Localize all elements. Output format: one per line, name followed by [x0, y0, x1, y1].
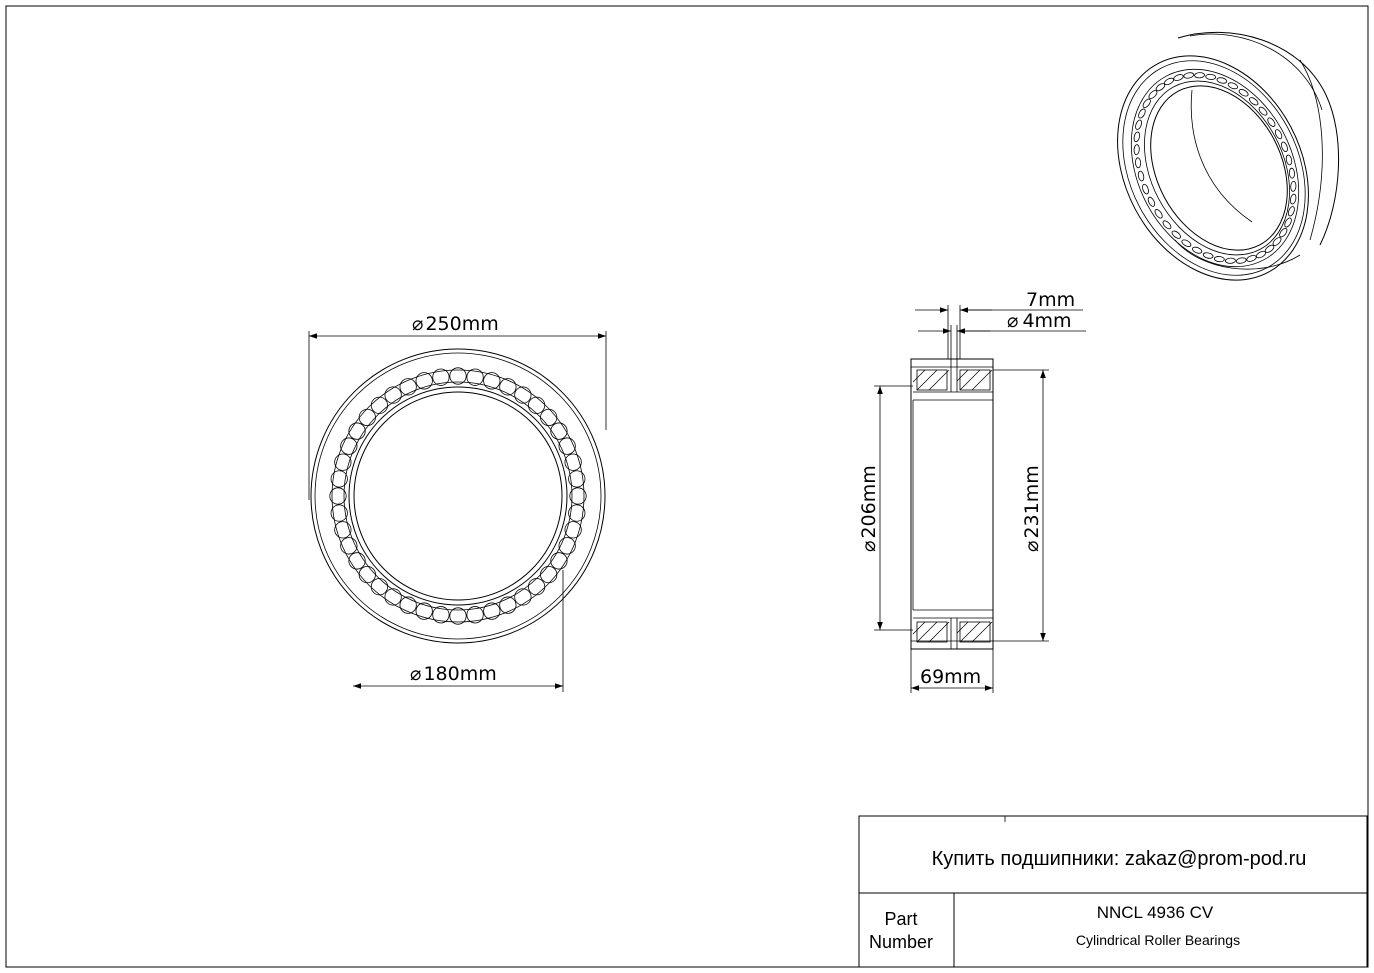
roller [551, 553, 567, 569]
outer-ring-id-label: 231mm [1021, 465, 1043, 539]
part-label-line1: Part [884, 909, 918, 929]
roller [565, 522, 581, 538]
iso-roller [1183, 72, 1194, 79]
iso-roller [1205, 74, 1215, 80]
iso-roller [1216, 77, 1227, 84]
roller [528, 578, 544, 594]
part-label-line2: Number [868, 932, 934, 952]
roller [400, 597, 416, 613]
roller [559, 438, 575, 454]
outer-ring-outer-edge [311, 349, 605, 643]
inner-ring-od-label: 206mm [858, 465, 880, 539]
svg-text:⌀180mm [410, 663, 497, 685]
iso-roller [1227, 82, 1238, 90]
iso-roller [1134, 119, 1142, 130]
roller [335, 454, 351, 470]
outer-ring-inner-edge [315, 353, 601, 639]
diameter-symbol: ⌀ [412, 313, 424, 335]
roller [371, 578, 387, 594]
inner-ring-bore-iso [1123, 62, 1314, 274]
diameter-symbol: ⌀ [1007, 310, 1019, 332]
roller-track-outer [332, 370, 584, 622]
iso-roller [1285, 155, 1292, 166]
roller [484, 373, 500, 389]
roller [540, 566, 556, 582]
part-number: NNCL 4936 CV [1096, 903, 1214, 922]
iso-roller [1194, 72, 1204, 78]
iso-roller [1137, 108, 1146, 119]
outer-diameter-label: 250mm [425, 313, 499, 335]
diameter-symbol: ⌀ [858, 540, 880, 552]
iso-roller [1214, 256, 1224, 262]
inner-ring-bore-outer [349, 387, 567, 605]
section-view [905, 359, 993, 649]
title-block [859, 816, 1367, 967]
front-view [311, 349, 605, 643]
diameter-symbol: ⌀ [1021, 540, 1043, 552]
svg-text:⌀206mm [858, 465, 880, 552]
roller [385, 387, 401, 403]
roller [416, 603, 432, 619]
iso-roller [1135, 158, 1141, 168]
roller [515, 589, 531, 605]
iso-roller [1278, 227, 1288, 238]
dimension-lube-hole [918, 310, 1086, 359]
roller [341, 538, 357, 554]
iso-roller [1141, 184, 1149, 195]
iso-roller [1134, 144, 1140, 154]
iso-roller [1236, 257, 1247, 264]
front-face-outer-inner-edge [1087, 29, 1341, 307]
groove-width-label: 7mm [1026, 289, 1076, 311]
roller [341, 438, 357, 454]
iso-roller [1289, 168, 1295, 178]
roller [559, 538, 575, 554]
dimension-inner-diameter [353, 570, 563, 692]
roller [500, 597, 516, 613]
roller [335, 522, 351, 538]
roller [528, 397, 544, 413]
dimension-inner-ring-od [858, 386, 913, 630]
iso-roller [1255, 250, 1266, 259]
roller [500, 379, 516, 395]
inner-diameter-label: 180mm [423, 663, 497, 685]
roller [371, 397, 387, 413]
iso-roller [1290, 194, 1297, 205]
iso-roller [1246, 254, 1257, 262]
iso-roller [1173, 73, 1184, 81]
front-face-outer [1080, 22, 1346, 313]
part-description: Cylindrical Roller Bearings [1075, 932, 1241, 948]
iso-roller [1163, 77, 1174, 86]
roller [385, 589, 401, 605]
roller [349, 423, 365, 439]
roller [565, 454, 581, 470]
width-label: 69mm [920, 666, 982, 688]
dimension-outer-diameter [309, 313, 606, 500]
rollers-ring [330, 368, 586, 624]
svg-text:⌀231mm [1021, 465, 1043, 552]
iso-roller [1137, 171, 1144, 182]
iso-roller [1290, 181, 1296, 191]
isometric-view [1080, 22, 1346, 313]
diameter-symbol: ⌀ [410, 663, 422, 685]
sheet-border [6, 6, 1368, 967]
roller [359, 566, 375, 582]
roller [540, 409, 556, 425]
inner-ring-bore [354, 392, 562, 600]
iso-roller [1283, 217, 1292, 228]
iso-roller [1142, 98, 1152, 109]
iso-roller [1225, 258, 1235, 264]
inner-ring-outer-edge [344, 382, 572, 610]
roller [400, 379, 416, 395]
roller [359, 409, 375, 425]
roller [551, 423, 567, 439]
roller [349, 553, 365, 569]
svg-text:⌀4mm [1007, 310, 1072, 332]
iso-roller [1191, 246, 1202, 254]
roller [416, 373, 432, 389]
lube-hole-label: 4mm [1022, 310, 1072, 332]
iso-roller [1133, 131, 1140, 142]
svg-text:⌀250mm [412, 313, 499, 335]
buy-contact-text: Купить подшипники: zakaz@prom-pod.ru [931, 848, 1307, 870]
iso-roller [1203, 252, 1214, 259]
dimension-outer-ring-id [993, 370, 1049, 641]
roller [515, 387, 531, 403]
dimension-width [911, 649, 993, 693]
roller [484, 603, 500, 619]
